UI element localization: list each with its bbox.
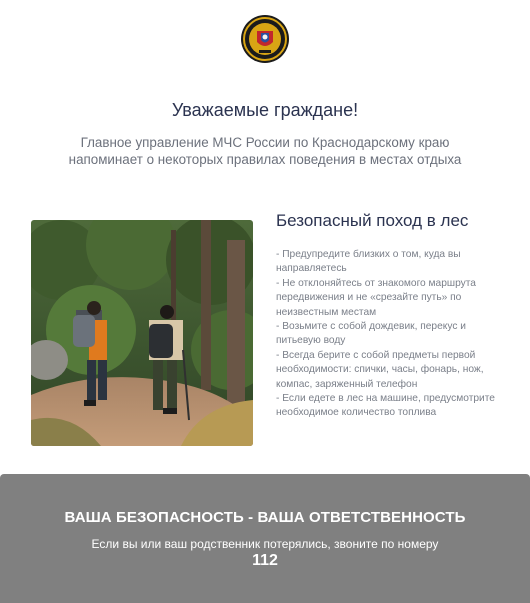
list-item: - Если едете в лес на машине, предусмотрите необходимое количество топлива (276, 393, 495, 419)
list-item: - Всегда берите с собой предметы первой необходимости: спички, часы, фонарь, нож, компас, заряженный телефон (276, 349, 484, 390)
footer-title: ВАША БЕЗОПАСНОСТЬ - ВАША ОТВЕТСТВЕННОСТЬ (64, 509, 466, 526)
list-item: - Не отклоняйтесь от знакомого маршрута передвижения и не «срезайте путь» по неизвестным местам (276, 277, 476, 318)
footer-text: Если вы или ваш родственник потерялись, звоните по номеру (91, 537, 439, 551)
footer-banner (0, 474, 530, 603)
list-item: - Предупредите близких о том, куда вы направляетесь (276, 249, 461, 275)
mchs-emblem-icon (240, 14, 290, 64)
emergency-phone: 112 (252, 552, 278, 569)
tips-list (276, 248, 508, 421)
list-item: - Возьмите с собой дождевик, перекус и питьевую воду (276, 321, 466, 347)
page-title: Уважаемые граждане! (171, 100, 359, 120)
intro-text (40, 134, 490, 168)
intro-line: напоминает о некоторых правилах поведения в местах отдыха (68, 152, 462, 167)
section-title: Безопасный поход в лес (276, 211, 469, 230)
intro-line: Главное управление МЧС России по Краснодарскому краю (80, 135, 450, 150)
hikers-photo (31, 220, 253, 446)
